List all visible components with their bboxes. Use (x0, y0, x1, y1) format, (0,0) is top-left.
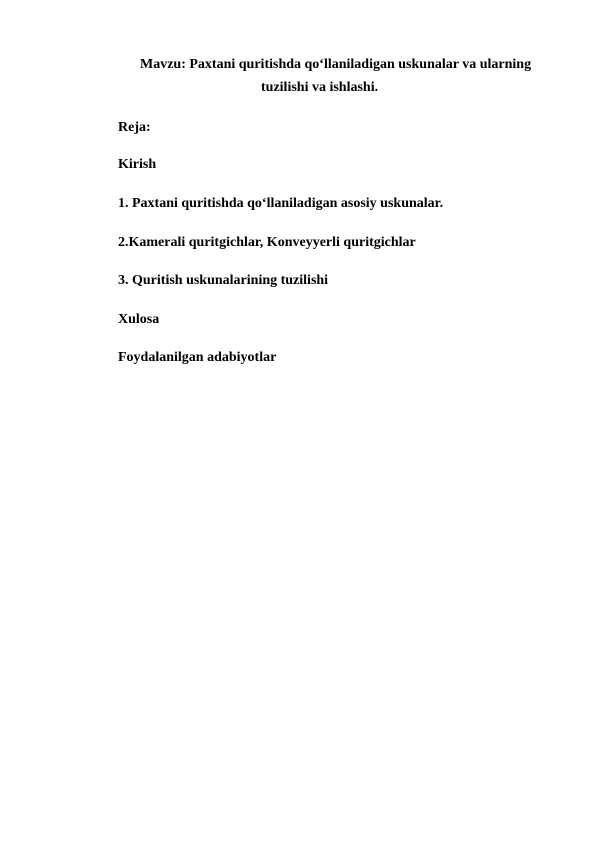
plan-item-3: 3. Quritish uskunalarining tuzilishi (118, 273, 329, 288)
plan-item-1: 1. Paxtani quritishda qo‘llaniladigan asosiy uskunalar. (118, 196, 444, 211)
plan-item-introduction: Kirish (118, 157, 157, 172)
plan-item-references: Foydalanilgan adabiyotlar (118, 350, 277, 365)
document-title-line-1: Mavzu: Paxtani quritishda qo‘llaniladigan uskunalar va ularning (140, 57, 532, 72)
document-title-line-2: tuzilishi va ishlashi. (261, 80, 379, 95)
plan-item-conclusion: Xulosa (118, 312, 160, 327)
plan-heading: Reja: (118, 120, 151, 135)
plan-item-2: 2.Kamerali quritgichlar, Konveyyerli quritgichlar (118, 235, 416, 250)
